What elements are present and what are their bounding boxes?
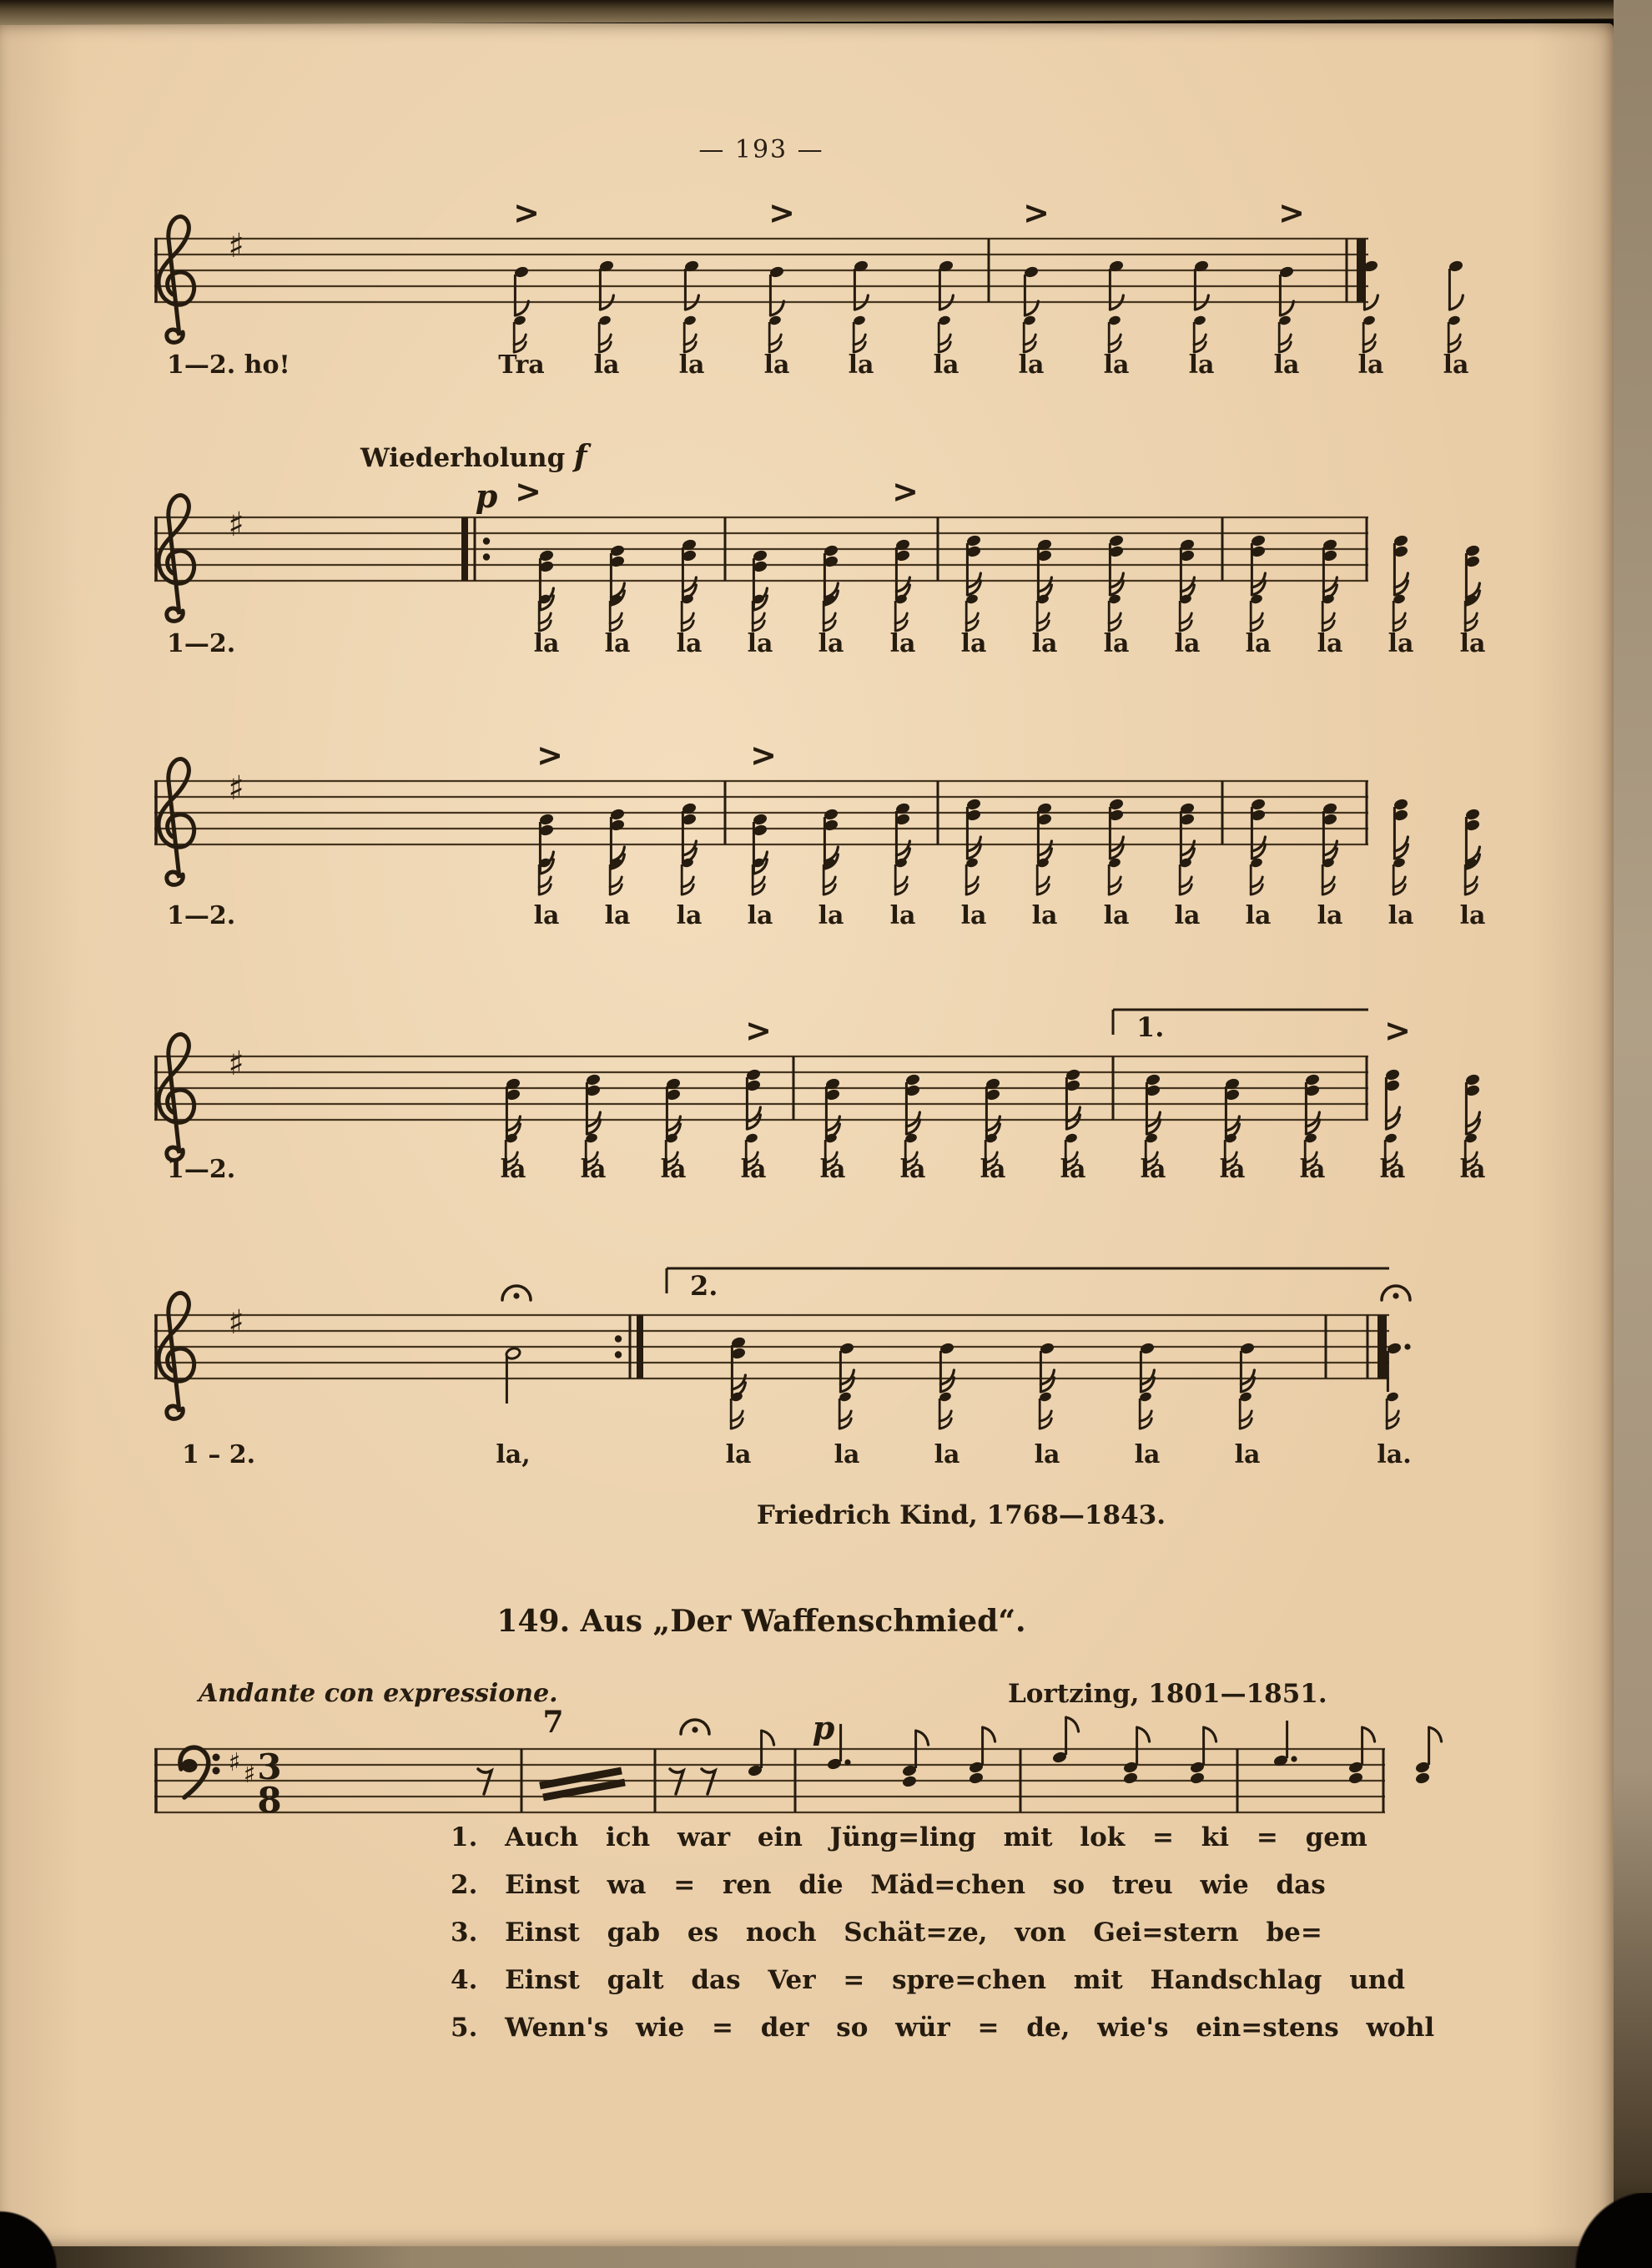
svg-text:>: > <box>1384 1012 1411 1049</box>
staff-3-lyric-syllable: la <box>960 901 987 930</box>
staff-2-lyric-syllable: la <box>1459 629 1486 658</box>
svg-text:1.: 1. <box>1136 1011 1165 1043</box>
staff-5-lyric-syllable: la <box>1034 1440 1060 1469</box>
staff-3-lyric-syllable: la <box>747 901 773 930</box>
staff-2-lyric-syllable: la <box>889 629 916 658</box>
staff-2-lyric-syllable: la <box>533 629 560 658</box>
section-heading: Wiederholung f <box>360 439 587 474</box>
svg-text:♯: ♯ <box>228 1748 241 1777</box>
staff-4-lyric-syllable: la <box>899 1155 926 1184</box>
dark-corner-bottom-left <box>0 2210 80 2268</box>
lyricist-attribution: Friedrich Kind, 1768—1843. <box>756 1500 1166 1530</box>
svg-text:♯: ♯ <box>228 1045 244 1083</box>
staff-1-lyric-syllable: la <box>763 350 790 380</box>
svg-text:7: 7 <box>542 1705 564 1740</box>
svg-text:♯: ♯ <box>228 506 244 544</box>
staff-4-lyric-syllable: la <box>580 1155 607 1184</box>
staff-4-lyric-syllable: la <box>1140 1155 1166 1184</box>
staff-5-lyric-syllable: la <box>934 1440 960 1469</box>
staff-3-lyric-syllable: la <box>1103 901 1130 930</box>
staff-3-lyric-syllable: la <box>604 901 631 930</box>
staff-5-lyric-prefix: 1 – 2. <box>182 1440 256 1469</box>
staff-4-lyric-syllable: la <box>1379 1155 1406 1184</box>
staff-3-lyric-syllable: la <box>676 901 703 930</box>
staff-5-lyric-syllable: la <box>1234 1440 1261 1469</box>
staff-1-lyric-syllable: la <box>1357 350 1384 380</box>
staff-3-lyric-syllable: la <box>1245 901 1272 930</box>
svg-text:>: > <box>745 1012 772 1049</box>
staff-1-lyric-syllable: la <box>678 350 705 380</box>
staff-1-lyric-syllable: la <box>1103 350 1130 380</box>
staff-1-lyric-syllable: la <box>1273 350 1300 380</box>
staff-4-lyric-syllable: la <box>1219 1155 1246 1184</box>
svg-text:>: > <box>515 473 541 510</box>
page-number: — 193 — <box>698 135 824 164</box>
page-paper <box>0 23 1614 2246</box>
staff-3-lyric-syllable: la <box>818 901 844 930</box>
staff-1-lyric-syllable: Tra <box>498 350 545 380</box>
staff-2-lyric-syllable: la <box>1031 629 1058 658</box>
staff-4-lyric-syllable: la <box>660 1155 687 1184</box>
svg-text:8: 8 <box>257 1780 282 1821</box>
svg-text:>: > <box>892 473 919 510</box>
staff-5-lyric-syllable: la <box>834 1440 860 1469</box>
staff-4-lyric-syllable: la <box>740 1155 767 1184</box>
verse-line-3: 3. Einst gab es noch Schät=ze, von Gei=stern be= <box>451 1918 1322 1948</box>
tempo-marking: Andante con expressione. <box>199 1679 558 1708</box>
book-right-edge <box>1614 0 1652 2268</box>
staff-2-lyric-syllable: la <box>1317 629 1343 658</box>
staff-2-lyric-syllable: la <box>1388 629 1414 658</box>
svg-text:>: > <box>768 194 795 231</box>
svg-text:>: > <box>513 194 540 231</box>
book-top-edge <box>0 0 1652 25</box>
staff-1-lyric-prefix: 1—2. ho! <box>167 350 290 380</box>
staff-3-lyric-syllable: la <box>1031 901 1058 930</box>
svg-text:♯: ♯ <box>228 227 244 265</box>
staff-4-lyric-syllable: la <box>500 1155 526 1184</box>
staff-1-lyric-syllable: la <box>593 350 620 380</box>
staff-2-lyric-syllable: la <box>747 629 773 658</box>
staff-2-lyric-syllable: la <box>676 629 703 658</box>
staff-1-lyric-syllable: la <box>848 350 874 380</box>
song-title: 149. Aus „Der Waffenschmied“. <box>496 1604 1026 1639</box>
staff-4-lyric-syllable: la <box>1459 1155 1486 1184</box>
dark-corner-bottom-right <box>1552 2193 1652 2268</box>
svg-text:>: > <box>536 737 563 774</box>
staff-4-lyric-syllable: la <box>819 1155 846 1184</box>
book-bottom-edge <box>0 2246 1652 2268</box>
svg-text:>: > <box>1278 194 1305 231</box>
staff-1-lyric-syllable: la <box>1018 350 1045 380</box>
staff-2-lyric-syllable: la <box>1174 629 1201 658</box>
staff-1-lyric-syllable: la <box>1188 350 1215 380</box>
staff-1-lyric-syllable: la <box>933 350 959 380</box>
verse-line-5: 5. Wenn's wie = der so wür = de, wie's ein=stens wohl <box>451 2013 1435 2043</box>
staff-1-lyric-syllable: la <box>1443 350 1469 380</box>
verse-line-4: 4. Einst galt das Ver = spre=chen mit Handschlag und <box>451 1965 1405 1995</box>
svg-text:>: > <box>750 737 777 774</box>
staff-3-lyric-syllable: la <box>533 901 560 930</box>
svg-text:p: p <box>475 477 498 515</box>
music-score <box>0 23 1614 2246</box>
verse-line-2: 2. Einst wa = ren die Mäd=chen so treu wie das <box>451 1870 1326 1900</box>
staff-2-lyric-syllable: la <box>1103 629 1130 658</box>
staff-5-lyric-syllable: la, <box>496 1440 531 1469</box>
staff-3-lyric-syllable: la <box>1174 901 1201 930</box>
composer-attribution: Lortzing, 1801—1851. <box>1008 1679 1327 1709</box>
staff-4-lyric-syllable: la <box>1299 1155 1326 1184</box>
svg-text:♯: ♯ <box>228 1303 244 1342</box>
staff-4-lyric-syllable: la <box>1060 1155 1086 1184</box>
staff-2-lyric-syllable: la <box>1245 629 1272 658</box>
verse-line-1: 1. Auch ich war ein Jüng=ling mit lok = ki = gem <box>451 1822 1367 1852</box>
svg-text:3: 3 <box>257 1746 282 1787</box>
svg-text:p: p <box>812 1709 835 1746</box>
staff-5-lyric-syllable: la <box>1134 1440 1161 1469</box>
svg-text:2.: 2. <box>690 1270 718 1302</box>
staff-4-lyric-prefix: 1—2. <box>167 1155 236 1184</box>
svg-text:♯: ♯ <box>228 769 244 808</box>
staff-4-lyric-syllable: la <box>980 1155 1006 1184</box>
staff-2-lyric-syllable: la <box>818 629 844 658</box>
forte-dynamic: f <box>574 439 587 474</box>
staff-3-lyric-syllable: la <box>1317 901 1343 930</box>
svg-text:♯: ♯ <box>243 1760 256 1789</box>
staff-3-lyric-prefix: 1—2. <box>167 901 236 930</box>
staff-3-lyric-syllable: la <box>889 901 916 930</box>
staff-2-lyric-syllable: la <box>604 629 631 658</box>
staff-2-lyric-syllable: la <box>960 629 987 658</box>
staff-3-lyric-syllable: la <box>1388 901 1414 930</box>
staff-5-lyric-syllable: la. <box>1377 1440 1412 1469</box>
staff-2-lyric-prefix: 1—2. <box>167 629 236 658</box>
staff-5-lyric-syllable: la <box>725 1440 752 1469</box>
svg-text:>: > <box>1023 194 1050 231</box>
staff-3-lyric-syllable: la <box>1459 901 1486 930</box>
